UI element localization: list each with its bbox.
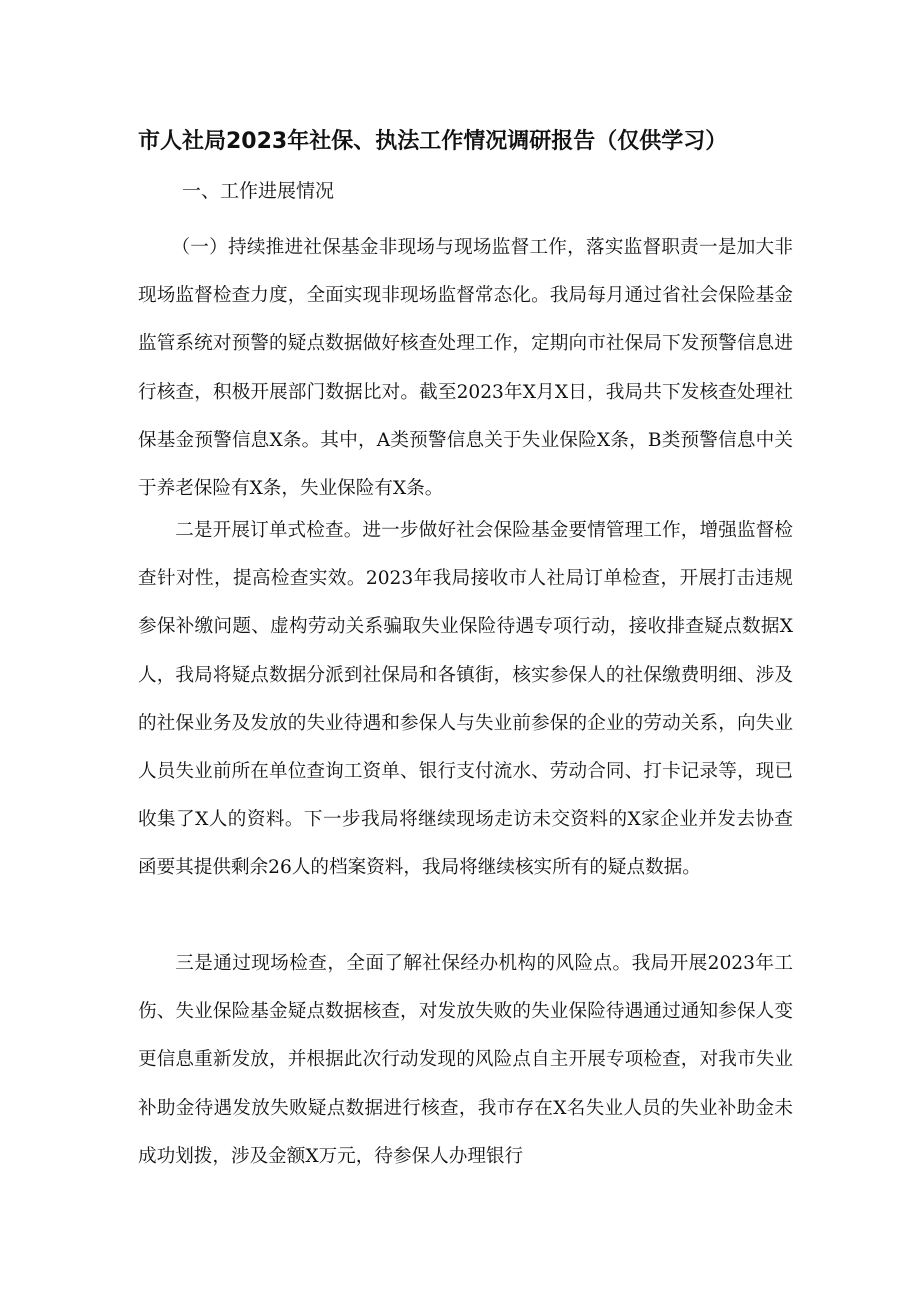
section-heading: 一、工作进展情况	[182, 180, 335, 202]
paragraph-3: 三是通过现场检查，全面了解社保经办机构的风险点。我局开展2023年工伤、失业保险基金疑点数据核查，对发放失败的失业保险待遇通过通知参保人变更信息重新发放，并根据此次行动发现的风险点自主开展专项检查，对我市失业补助金待遇发放失败疑点数据进行核查，我市存在X名失业人员的失业补助金未成功划拨，涉及金额X万元，待参保人办理银行	[138, 953, 793, 1167]
document-title: 市人社局2023年社保、执法工作情况调研报告（仅供学习）	[138, 129, 728, 154]
paragraph-1: （一）持续推进社保基金非现场与现场监督工作，落实监督职责一是加大非现场监督检查力度，全面实现非现场监督常态化。我局每月通过省社会保险基金监管系统对预警的疑点数据做好核查处理工作，定期向市社保局下发预警信息进行核查，积极开展部门数据比对。截至2023年X月X日，我局共下发核查处理社保基金预警信息X条。其中，A类预警信息关于失业保险X条，B类预警信息中关于养老保险有X条，失业保险有X条。	[138, 237, 793, 500]
paragraph-2: 二是开展订单式检查。进一步做好社会保险基金要情管理工作，增强监督检查针对性，提高检查实效。2023年我局接收市人社局订单检查，开展打击违规参保补缴问题、虚构劳动关系骗取失业保险待遇专项行动，接收排查疑点数据X人，我局将疑点数据分派到社保局和各镇街，核实参保人的社保缴费明细、涉及的社保业务及发放的失业待遇和参保人与失业前参保的企业的劳动关系，向失业人员失业前所在单位查询工资单、银行支付流水、劳动合同、打卡记录等，现已收集了X人的资料。下一步我局将继续现场走访未交资料的X家企业并发去协查函要其提供剩余26人的档案资料，我局将继续核实所有的疑点数据。	[138, 520, 793, 879]
